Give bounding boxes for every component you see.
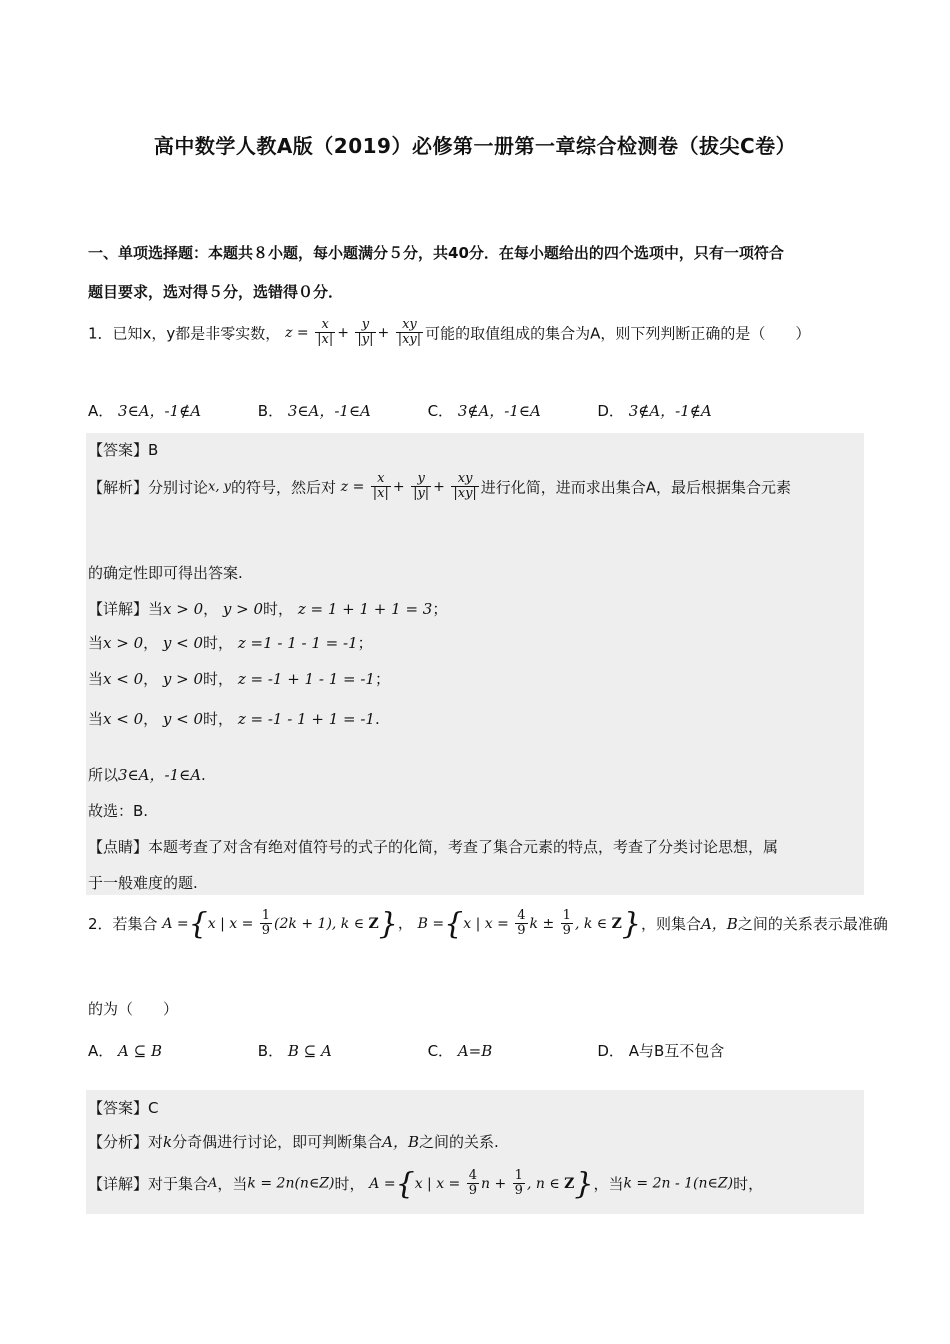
- q1-comment-line1: 【点睛】本题考查了对含有绝对值符号的式子的化简，考查了集合元素的特点，考查了分类讨论思想，属: [88, 838, 779, 856]
- q2-detail: 【详解】对于集合A，当k = 2n(n∈Z)时， A ={x | x = $\frac{4}{9}$ n + $\frac{1}{9}$ , n ∈ Z}，当k = 2n - 1(n∈Z)时，: [88, 1166, 764, 1201]
- section-heading-line2: 题目要求，选对得５分，选错得０分．: [88, 283, 344, 301]
- q1-option-b[interactable]: B． 3∈A，-1∈A: [257, 402, 371, 420]
- q1-z-formula: z = $\frac{x}{|x|}$ + $\frac{y}{|y|}$ + $\frac{xy}{|xy|}$: [285, 317, 422, 348]
- q1-stem: [88, 318, 810, 348]
- q1-analysis-cont: 的确定性即可得出答案.: [88, 564, 243, 582]
- q2-option-c[interactable]: C． A=B: [427, 1042, 493, 1060]
- q1-stem-text: 1．已知x，y都是非零实数，: [88, 324, 281, 343]
- q1-analysis: 【解析】分别讨论x, y的符号，然后对 z = $\frac{x}{|x|}$ + $\frac{y}{|y|}$ + $\frac{xy}{|xy|}$ 进行化简，进而求出集合A，最后根据集合元素: [88, 471, 792, 502]
- q2-set-b: B ={x | x = $\frac{4}{9}$ k ± $\frac{1}{9}$ , k ∈ Z}: [417, 906, 641, 941]
- q1-option-d[interactable]: D． 3∉A，-1∉A: [597, 402, 712, 420]
- q2-analysis: 【分析】对k分奇偶进行讨论，即可判断集合A，B之间的关系.: [88, 1133, 499, 1151]
- q2-options: [88, 1040, 868, 1061]
- q2-option-b[interactable]: B． B ⊆ A: [257, 1042, 332, 1060]
- q1-option-c[interactable]: C． 3∉A，-1∈A: [427, 402, 541, 420]
- q2-set-a: A ={x | x = $\frac{1}{9}$ (2k + 1), k ∈ Z}: [162, 906, 398, 941]
- q1-analysis-formula: z = $\frac{x}{|x|}$ + $\frac{y}{|y|}$ + $\frac{xy}{|xy|}$: [340, 471, 477, 502]
- q1-options: [88, 400, 868, 421]
- q1-detail-4: 当x < 0， y < 0时， z = -1 - 1 + 1 = -1.: [88, 710, 380, 728]
- q2-option-d[interactable]: D． A与B互不包含: [597, 1042, 725, 1060]
- q2-stem: 2．若集合 A ={x | x = $\frac{1}{9}$ (2k + 1), k ∈ Z}， B ={x | x = $\frac{4}{9}$ k ± $\frac{1}{9}$ , k ∈ Z}，则集合A，B之间的关系表示最准确: [88, 906, 888, 941]
- q1-comment-line2: 于一般难度的题.: [88, 874, 198, 892]
- q1-option-a[interactable]: A． 3∈A，-1∉A: [88, 402, 202, 420]
- q1-stem-text-2: 可能的取值组成的集合为A，则下列判断正确的是（ ）: [425, 324, 811, 343]
- page-title: 高中数学人教A版（2019）必修第一册第一章综合检测卷（拔尖C卷）: [153, 134, 797, 158]
- q1-answer: 【答案】B: [88, 441, 159, 459]
- q1-solution-block: [86, 433, 864, 895]
- q1-detail-1: 【详解】当x > 0， y > 0时， z = 1 + 1 + 1 = 3；: [88, 600, 448, 618]
- q2-stem-cont: 的为（ ）: [88, 1000, 179, 1018]
- q2-answer: 【答案】C: [88, 1099, 159, 1117]
- q1-conclusion: 所以3∈A，-1∈A.: [88, 766, 206, 784]
- q2-option-a[interactable]: A． A ⊆ B: [88, 1042, 163, 1060]
- q2-detail-set: A ={x | x = $\frac{4}{9}$ n + $\frac{1}{9}$ , n ∈ Z}: [369, 1166, 594, 1201]
- q1-detail-2: 当x > 0， y < 0时， z =1 - 1 - 1 = -1；: [88, 634, 373, 652]
- q1-detail-3: 当x < 0， y > 0时， z = -1 + 1 - 1 = -1；: [88, 670, 390, 688]
- section-heading-line1: 一、单项选择题：本题共８小题，每小题满分５分，共40分．在每小题给出的四个选项中，只有一项符合: [88, 244, 784, 262]
- q1-choose: 故选：B.: [88, 802, 149, 820]
